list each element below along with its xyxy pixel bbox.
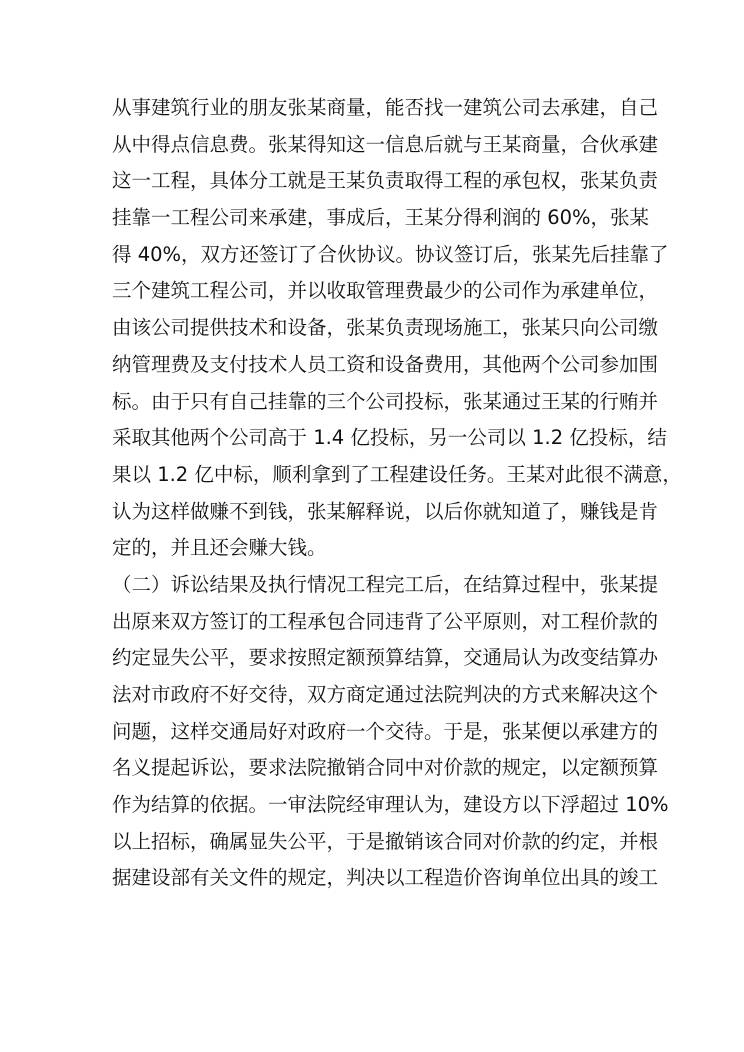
text-line-3: 这一工程，具体分工就是王某负责取得工程的承包权，张某负责	[112, 169, 659, 193]
text-line-18: 问题，这样交通局好对政府一个交待。于是，张某便以承建方的	[112, 719, 659, 743]
text-line-9: 标。由于只有自己挂靠的三个公司投标，张某通过王某的行贿并	[112, 389, 659, 413]
text-line-12: 认为这样做赚不到钱，张某解释说，以后你就知道了，赚钱是肯	[112, 499, 659, 523]
text-line-2: 从中得点信息费。张某得知这一信息后就与王某商量，合伙承建	[112, 132, 659, 156]
text-line-7: 由该公司提供技术和设备，张某负责现场施工，张某只向公司缴	[112, 316, 659, 340]
text-line-4: 挂靠一工程公司来承建，事成后，王某分得利润的 60%，张某	[112, 206, 650, 230]
text-line-17: 法对市政府不好交待，双方商定通过法院判决的方式来解决这个	[112, 683, 659, 706]
text-line-19: 名义提起诉讼，要求法院撤销合同中对价款的规定，以定额预算	[112, 756, 659, 780]
text-line-11: 果以 1.2 亿中标，顺利拿到了工程建设任务。王某对此很不满意，	[112, 462, 682, 486]
text-line-15: 出原来双方签订的工程承包合同违背了公平原则，对工程价款的	[112, 609, 659, 633]
text-line-1: 从事建筑行业的朋友张某商量，能否找一建筑公司去承建，自己	[112, 96, 659, 119]
text-line-14: （二）诉讼结果及执行情况工程完工后，在结算过程中，张某提	[112, 572, 659, 596]
text-line-8: 纳管理费及支付技术人员工资和设备费用，其他两个公司参加围	[112, 352, 659, 376]
text-line-5: 得 40%，双方还签订了合伙协议。协议签订后，张某先后挂靠了	[112, 242, 669, 266]
text-line-21: 以上招标，确属显失公平，于是撤销该合同对价款的约定，并根	[112, 829, 659, 853]
text-line-13: 定的，并且还会赚大钱。	[112, 536, 327, 560]
text-line-16: 约定显失公平，要求按照定额预算结算，交通局认为改变结算办	[112, 646, 659, 670]
text-line-20: 作为结算的依据。一审法院经审理认为，建设方以下浮超过 10%	[112, 793, 669, 817]
text-line-6: 三个建筑工程公司，并以收取管理费最少的公司作为承建单位，	[112, 279, 659, 303]
body-text	[112, 90, 682, 897]
text-line-22: 据建设部有关文件的规定，判决以工程造价咨询单位出具的竣工	[112, 866, 659, 890]
text-line-10: 采取其他两个公司高于 1.4 亿投标，另一公司以 1.2 亿投标，结	[112, 426, 667, 450]
